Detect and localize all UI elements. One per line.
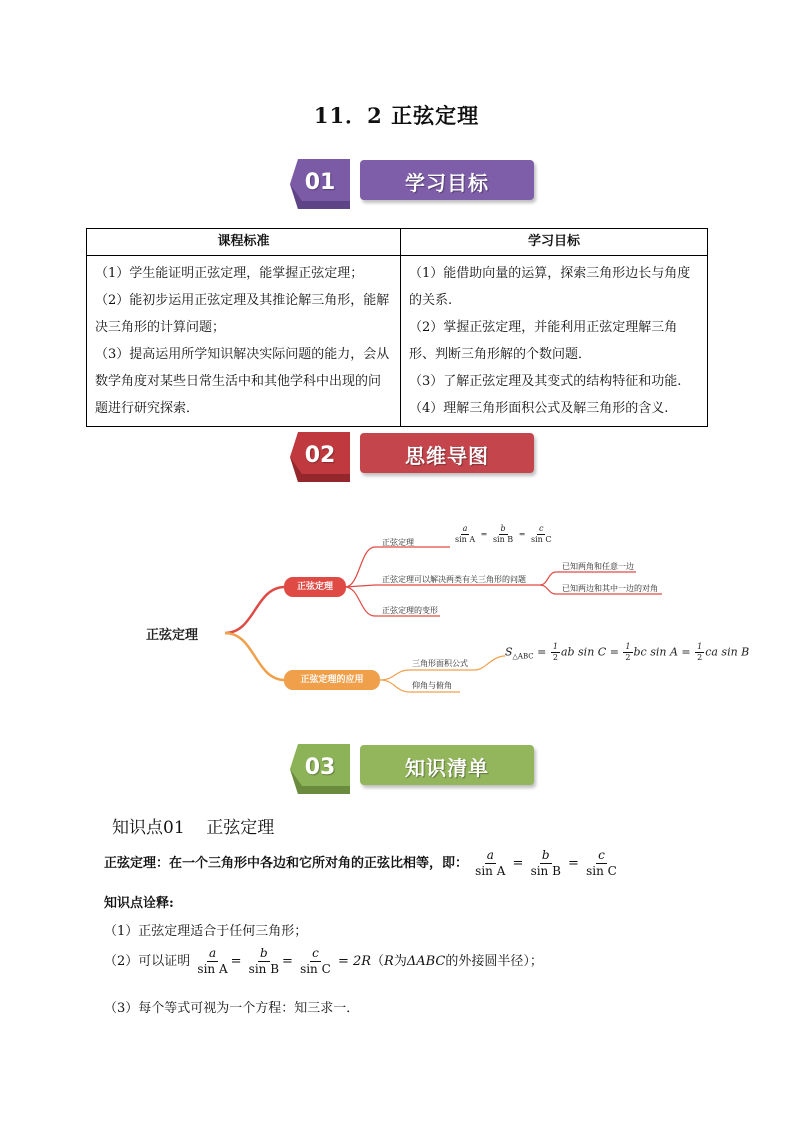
node-two-sides: 已知两边和其中一边的对角 <box>562 584 658 593</box>
note-1: （1）正弦定理适合于任何三角形； <box>104 924 308 939</box>
node-variants: 正弦定理的变形 <box>382 606 438 615</box>
node-two-angles: 已知两角和任意一边 <box>562 562 634 571</box>
branch-application: 正弦定理的应用 <box>284 670 380 690</box>
fraction-a: $\frac{a}{\text{sin A}}$ <box>475 848 506 878</box>
note-3: （3）每个等式可视为一个方程：知三求一． <box>104 1001 360 1016</box>
sine-law-formula: $\frac{a}{\text{sin A}}$ = $\frac{b}{\text{sin B}}$ = $\frac{c}{\text{sin C}}$ <box>455 524 552 544</box>
node-area-formula: 三角形面积公式 <box>412 659 468 668</box>
standard-item: （2）能初步运用正弦定理及其推论解三角形，能解决三角形的计算问题； <box>95 293 390 335</box>
goal-cell <box>401 256 708 427</box>
node-elevation: 仰角与俯角 <box>412 681 452 690</box>
banner-tab <box>360 433 534 473</box>
banner-label: 思维导图 <box>405 444 489 468</box>
definition-text: 在一个三角形中各边和它所对角的正弦比相等，即： <box>169 856 469 871</box>
goal-item: （2）掌握正弦定理，并能利用正弦定理解三角形、判断三角形解的个数问题． <box>409 320 678 362</box>
banner-tab <box>360 745 534 785</box>
goal-item: （1）能借助向量的运算，探索三角形边长与角度的关系. <box>409 266 691 308</box>
mind-map-root: 正弦定理 <box>146 628 199 643</box>
fraction-b: $\frac{b}{\text{sin B}}$ <box>530 848 561 878</box>
banner-number: 03 <box>304 755 336 780</box>
area-formula: $S_{\triangle ABC}$ = $\frac{1}{2}$ ab sin C = $\frac{1}{2}$ bc sin A = $\frac{1}{2}$ ca sin B <box>505 642 750 662</box>
goal-item: （4）理解三角形面积公式及解三角形的含义. <box>409 401 669 416</box>
connector <box>225 633 285 680</box>
banner-number: 02 <box>304 443 336 468</box>
branch-sine-law: 正弦定理 <box>284 577 346 597</box>
banner-number: 01 <box>304 170 336 195</box>
objectives-table <box>86 228 708 427</box>
table-header-goal: 学习目标 <box>401 229 708 256</box>
section-banner-01 <box>288 155 538 213</box>
connector <box>345 585 540 587</box>
standard-item: （3）提高运用所学知识解决实际问题的能力，会从数学角度对某些日常生活中和其他学科中出现的问题进行研究探索． <box>95 347 390 416</box>
page-title: 11．2 正弦定理 <box>313 103 480 128</box>
section-banner-02 <box>288 428 538 486</box>
definition-label: 正弦定理： <box>104 856 170 871</box>
banner-label: 知识清单 <box>405 756 489 780</box>
standard-cell <box>87 256 401 427</box>
knowledge-point-title: 知识点01 正弦定理 <box>112 818 275 838</box>
section-banner-03 <box>288 740 538 798</box>
fraction-c: $\frac{c}{\text{sin C}}$ <box>586 848 617 878</box>
banner-tab <box>360 160 534 200</box>
definition-line: 正弦定理：在一个三角形中各边和它所对角的正弦比相等，即： $\frac{a}{\text{sin A}}$ = $\frac{b}{\text{sin B}}$ = $\frac{c}{\text{sin C}}$ <box>104 848 617 878</box>
table-header-standard: 课程标准 <box>87 229 401 256</box>
node-sine-law: 正弦定理 <box>382 538 414 547</box>
mind-map <box>0 520 793 700</box>
connector <box>225 587 285 633</box>
node-two-problems: 正弦定理可以解决两类有关三角形的问题 <box>382 575 526 584</box>
notes-label: 知识点诠释: <box>104 896 174 911</box>
goal-item: （3）了解正弦定理及其变式的结构特征和功能. <box>409 374 682 389</box>
banner-label: 学习目标 <box>405 171 489 195</box>
note-2: （2）可以证明 $\frac{a}{\text{sin A}}$ = $\frac{b}{\text{sin B}}$ = $\frac{c}{\text{sin C}}$ = 2R（R为ΔABC的外接圆半径）； <box>104 946 543 976</box>
standard-item: （1）学生能证明正弦定理，能掌握正弦定理； <box>95 266 364 281</box>
